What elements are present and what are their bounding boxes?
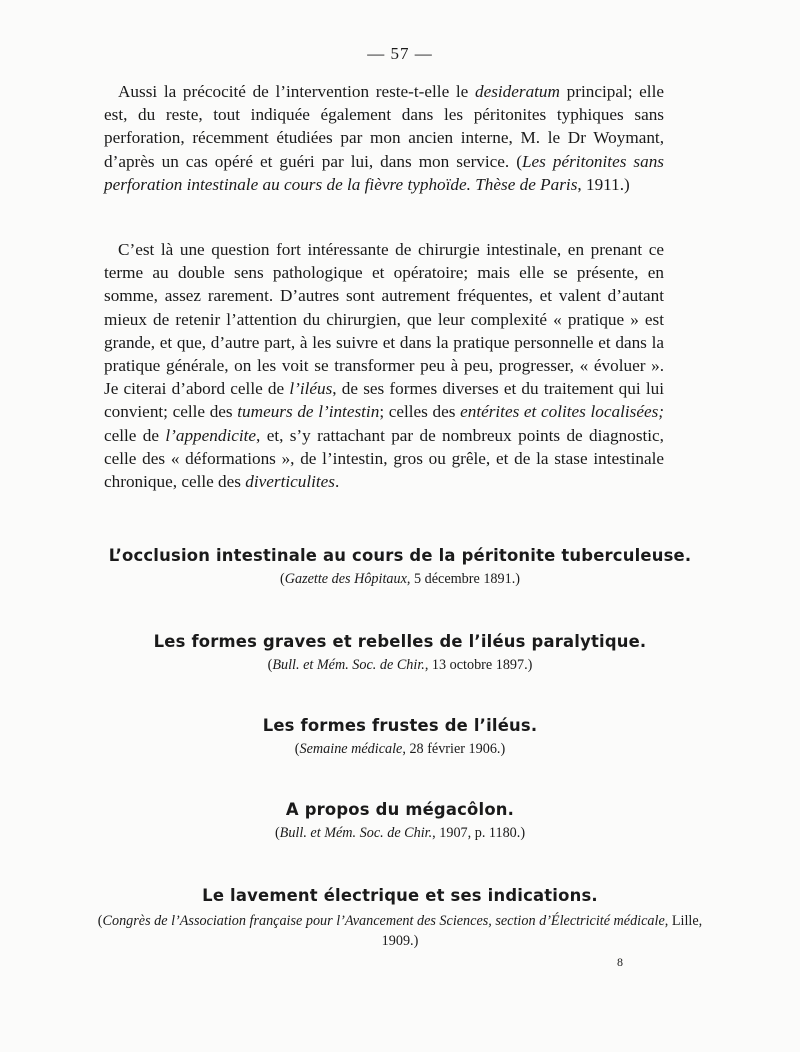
reference-citation	[80, 825, 720, 842]
reference-entry	[80, 716, 720, 758]
reference-title: L’occlusion intestinale au cours de la péritonite tuberculeuse.	[108, 546, 692, 565]
italic-run: l’appendicite	[165, 425, 257, 445]
reference-citation	[80, 657, 720, 674]
reference-entry	[80, 800, 720, 842]
italic-run: tumeurs de l’intestin	[237, 402, 380, 422]
text-run: principal; elle est, du reste, tout indiquée également dans les péritonites typhiques sans perforation, récemment étudiées par mon ancien interne, M. le Dr Woymant, d’après un cas opéré et guéri par lui, dans mon service. (	[104, 82, 664, 171]
citation-paren: (	[97, 913, 103, 929]
text-run: ; celles des	[379, 402, 461, 422]
citation-details: , 5 décembre 1891.)	[406, 571, 520, 587]
paragraph-chirurgie-intestinale	[104, 238, 664, 493]
citation-source: Gazette des Hôpitaux	[284, 571, 407, 587]
citation-source: Semaine médicale	[299, 741, 403, 757]
citation-details: , Lille, 1909.)	[381, 913, 703, 949]
reference-title: Les formes frustes de l’iléus.	[262, 716, 538, 735]
citation-details: , 1907, p. 1180.)	[432, 825, 526, 841]
citation-paren: (	[280, 571, 285, 587]
italic-run: entérites et colites localisées;	[460, 402, 665, 422]
reference-citation	[80, 571, 720, 588]
page-number: — 57 —	[367, 44, 433, 63]
signature-mark: 8	[617, 955, 623, 969]
citation-paren: (	[267, 657, 273, 673]
paragraph-text	[104, 80, 664, 196]
text-run: C’est là une question fort intéressante de chirurgie intestinale, en prenant ce terme au double sens pathologique et opératoire; mais elle se présente, en somme, assez rarement. D’autres sont autrement fréquentes, et valent d’autant mieux de retenir l’attention du chirurgien, que leur complexité « pratique » est grande, et que, d’autre part, à les suivre et dans la pratique personnelle et dans la pratique générale, on les voit se transformer peu à peu, progresser, « évoluer ». Je citerai d’abord celle de	[104, 240, 664, 399]
italic-run: l’iléus	[289, 379, 333, 399]
text-run: , de ses formes diverses et du traitement qui lui convient; celle des	[104, 379, 664, 422]
text-run: , 1911.)	[577, 174, 630, 194]
paragraph-precocite	[104, 80, 664, 196]
reference-title: A propos du mégacôlon.	[285, 800, 515, 819]
citation-paren: (	[274, 825, 280, 841]
paragraph-text	[104, 238, 664, 493]
citation-details: , 13 octobre 1897.)	[424, 657, 533, 673]
citation-paren: (	[294, 741, 300, 757]
citation-details: , 28 février 1906.)	[402, 741, 506, 757]
citation-source: Bull. et Mém. Soc. de Chir.	[272, 657, 425, 673]
citation-source: Congrès de l’Association française pour l’Avancement des Sciences, section d’Électricité médicale	[102, 913, 665, 929]
reference-title: Les formes graves et rebelles de l’iléus paralytique.	[153, 632, 647, 651]
text-run: .	[335, 472, 340, 492]
reference-title: Le lavement électrique et ses indications.	[202, 886, 598, 905]
italic-run: diverticulites	[245, 472, 335, 492]
reference-entry	[80, 632, 720, 674]
citation-source: Bull. et Mém. Soc. de Chir.	[279, 825, 433, 841]
reference-citation	[80, 741, 720, 758]
reference-entry	[80, 886, 720, 951]
reference-entry	[80, 546, 720, 588]
reference-citation	[80, 911, 720, 951]
italic-run: desideratum	[474, 82, 560, 101]
text-run: , et, s’y rattachant par de nombreux points de diagnostic, celle des « déformations », de l’intestin, gros ou grêle, et de la stase intestinale chronique, celle des	[104, 425, 664, 492]
text-run: Aussi la précocité de l’intervention reste-t-elle le	[118, 82, 475, 101]
text-run: celle de	[104, 425, 166, 445]
italic-run: Les péritonites sans perforation intestinale au cours de la fièvre typhoïde. Thèse de Paris	[104, 151, 664, 194]
